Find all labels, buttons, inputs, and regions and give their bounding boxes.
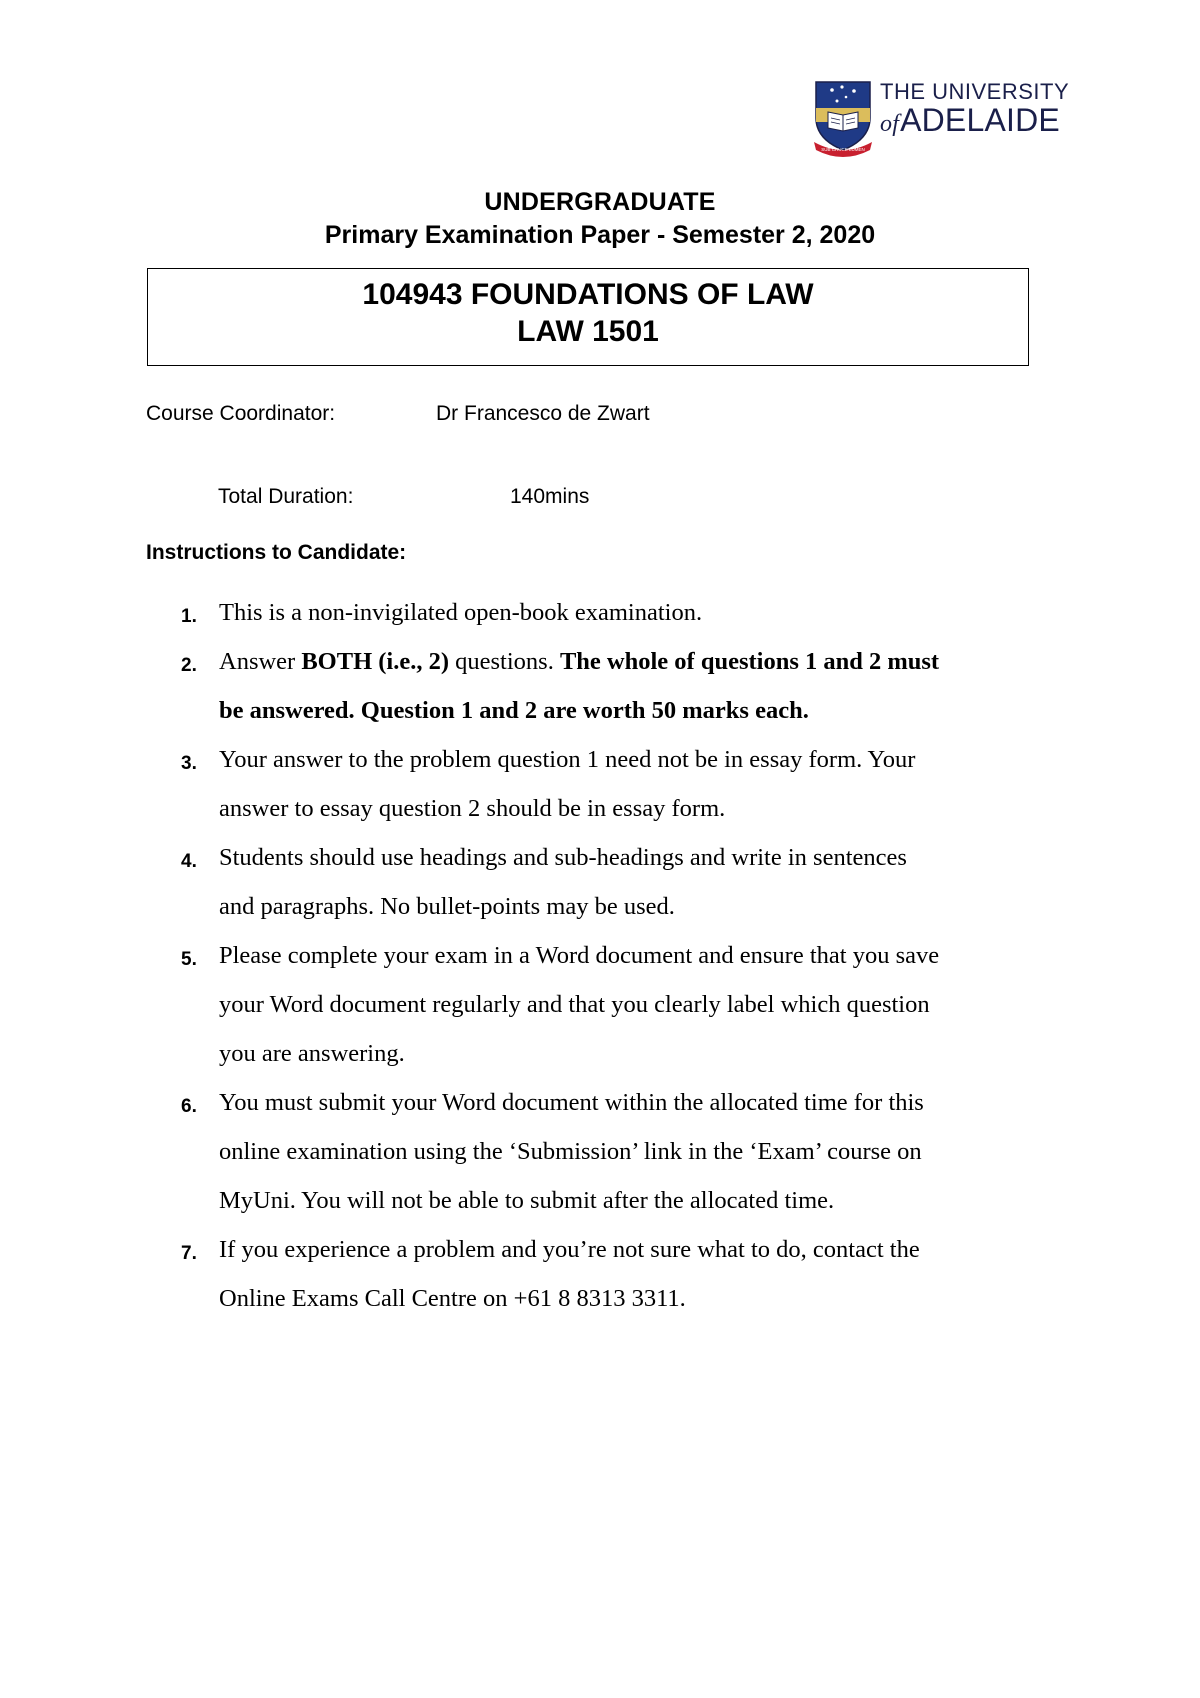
instruction-text: You must submit your Word document within the allocated time for this <box>219 1089 924 1116</box>
instruction-number: 5. <box>181 949 197 970</box>
course-title-box <box>147 268 1029 366</box>
instruction-text: and paragraphs. No bullet-points may be used. <box>219 893 675 920</box>
instruction-text: Online Exams Call Centre on +61 8 8313 3311. <box>219 1285 686 1312</box>
instruction-text: answer to essay question 2 should be in essay form. <box>219 795 726 822</box>
instruction-text: Please complete your exam in a Word document and ensure that you save <box>219 942 940 969</box>
instruction-text: Your answer to the problem question 1 need not be in essay form. Your <box>219 746 916 773</box>
exam-paper-title: Primary Examination Paper - Semester 2, 2020 <box>324 221 876 249</box>
logo-adelaide: ADELAIDE <box>900 102 1060 138</box>
university-logo <box>812 78 1074 160</box>
instruction-text: MyUni. You will not be able to submit after the allocated time. <box>219 1187 835 1214</box>
duration-label: Total Duration: <box>218 485 354 508</box>
instruction-text: Students should use headings and sub-headings and write in sentences <box>219 844 907 871</box>
instruction-number: 7. <box>181 1243 197 1264</box>
logo-of: of <box>880 111 900 137</box>
instruction-number: 6. <box>181 1096 197 1117</box>
course-code-name: 104943 FOUNDATIONS OF LAW <box>362 278 814 311</box>
instruction-text: This is a non-invigilated open-book examination. <box>219 599 703 626</box>
instruction-number: 1. <box>181 606 197 627</box>
instruction-text: your Word document regularly and that you clearly label which question <box>219 991 930 1018</box>
crest-motto: SUB CRUCE LUMEN <box>821 147 865 152</box>
instruction-number: 3. <box>181 753 197 774</box>
course-subject-code: LAW 1501 <box>517 315 659 348</box>
coordinator-value: Dr Francesco de Zwart <box>436 402 650 425</box>
instruction-text: Answer BOTH (i.e., 2) questions. The whole of questions 1 and 2 must <box>219 648 940 675</box>
instruction-number: 2. <box>181 655 197 676</box>
instruction-text: you are answering. <box>219 1040 405 1067</box>
duration-value: 140mins <box>510 485 590 508</box>
instruction-text: be answered. Question 1 and 2 are worth 50 marks each. <box>219 697 809 724</box>
exam-level: UNDERGRADUATE <box>484 188 716 216</box>
university-crest-icon <box>812 78 874 158</box>
instructions-title: Instructions to Candidate: <box>146 541 407 564</box>
instruction-text: If you experience a problem and you’re not sure what to do, contact the <box>219 1236 920 1263</box>
coordinator-label: Course Coordinator: <box>146 402 336 425</box>
instruction-number: 4. <box>181 851 197 872</box>
logo-line-1: THE UNIVERSITY <box>880 79 1070 104</box>
instruction-text: online examination using the ‘Submission’ link in the ‘Exam’ course on <box>219 1138 922 1165</box>
logo-line-2 <box>880 102 1060 139</box>
